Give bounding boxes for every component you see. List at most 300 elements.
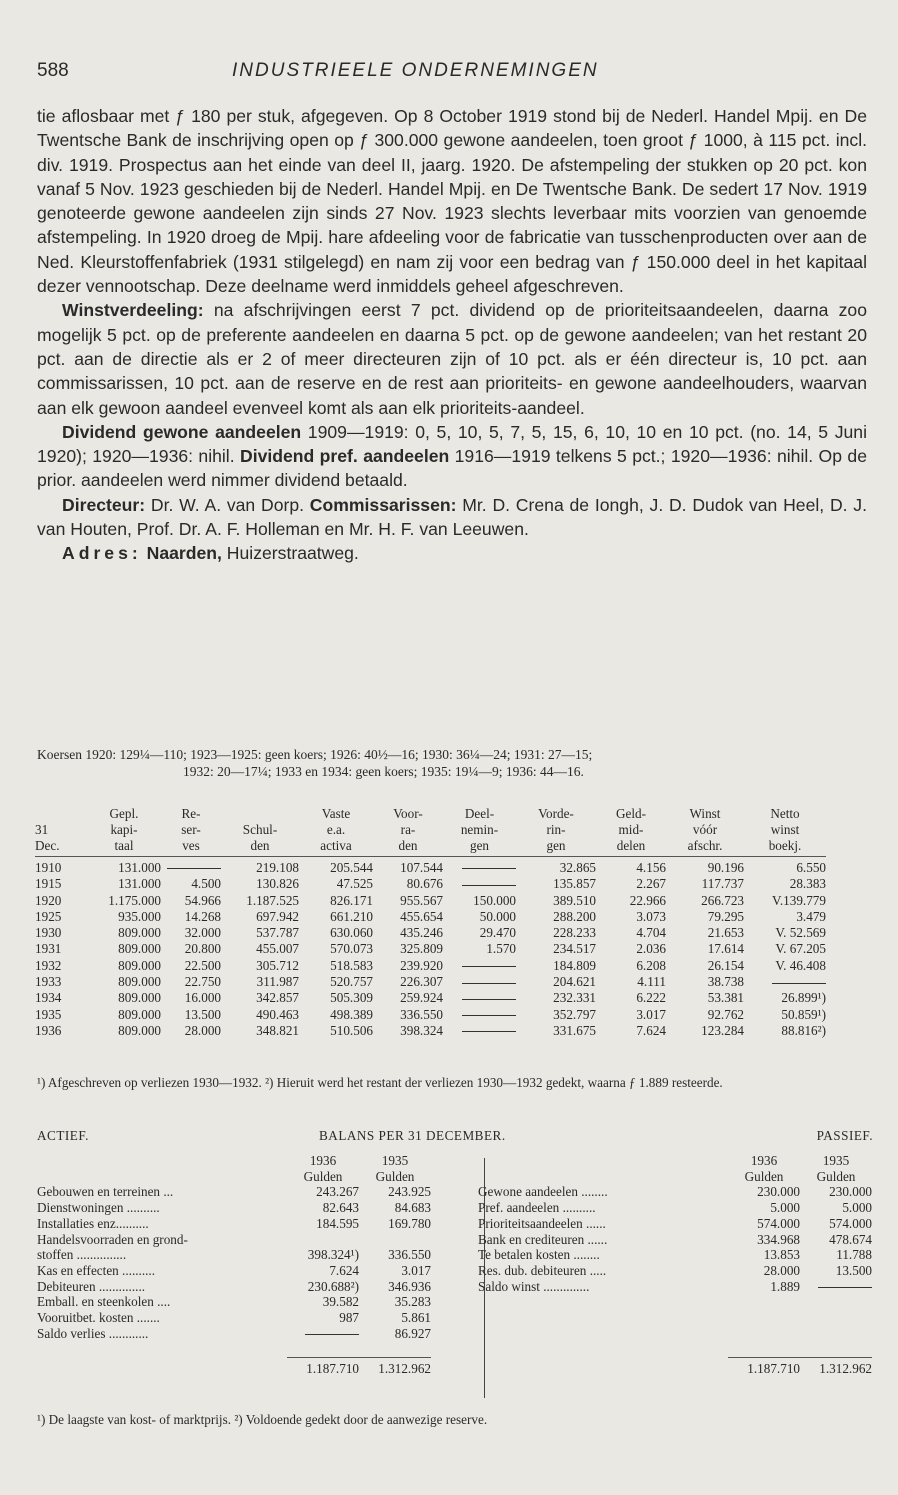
table-cell: 130.826 bbox=[256, 876, 299, 892]
balance-value: 11.788 bbox=[836, 1247, 872, 1263]
header-line: Re- bbox=[181, 806, 201, 821]
table-cell: 28.000 bbox=[184, 1022, 221, 1038]
dash-mark bbox=[462, 885, 516, 886]
balance-title: BALANS PER 31 DECEMBER. bbox=[319, 1128, 506, 1143]
header-line: delen bbox=[616, 838, 646, 853]
paragraph-intro: tie aflosbaar met ƒ 180 per stuk, afgegeven. Op 8 October 1919 stond bij de Nederl. Handel Mpij. en De Twentsche Bank de inschrijving open op ƒ 300.000 gewone aandeelen, toen groot ƒ 1000, à 115 pct. incl. div. 1919. Prospectus aan het einde van deel II, jaarg. 1920. De afstempeling der stukken op 20 pct. kon vanaf 5 Nov. 1923 geschieden bij de Nederl. Handel Mpij. en De Twentsche Bank. De sedert 17 Nov. 1919 genoteerde gewone aandeelen zijn sinds 27 Nov. 1923 slechts leverbaar mits voorzien van genoemde afstempeling. In 1920 droeg de Mpij. hare afdeeling voor de fabricatie van tusschenproducten over aan de Ned. Kleurstoffenfabriek (1931 stilgelegd) en nam zij voor een bedrag van ƒ 150.000 deel in het kapitaal dezer vennootschap. Deze deelname werd inmiddels geheel afgeschreven. bbox=[37, 106, 867, 297]
table-cell: 809.000 bbox=[118, 941, 161, 957]
dash-mark bbox=[772, 983, 826, 984]
table-cell: 90.196 bbox=[707, 860, 744, 875]
table-cell: 348.821 bbox=[256, 1022, 299, 1038]
balance-value: 82.643 bbox=[322, 1200, 359, 1216]
financial-col-header bbox=[373, 806, 443, 857]
balance-label: Res. dub. debiteuren ..... bbox=[478, 1262, 607, 1278]
balance-row bbox=[478, 1200, 872, 1216]
dash-mark bbox=[818, 1287, 872, 1288]
spacer bbox=[478, 1310, 872, 1326]
header-line: vóór bbox=[692, 822, 718, 837]
balance-label: Installaties enz.......... bbox=[37, 1215, 149, 1231]
table-cell: 20.800 bbox=[184, 941, 221, 957]
table-cell: 26.899¹) bbox=[781, 990, 826, 1006]
table-cell: 6.208 bbox=[636, 957, 666, 973]
table-cell: 1920 bbox=[35, 892, 62, 908]
balance-label: Gewone aandeelen ........ bbox=[478, 1184, 608, 1200]
balance-label: stoffen ............... bbox=[37, 1247, 127, 1263]
balance-unit-row bbox=[37, 1169, 431, 1185]
table-row bbox=[35, 876, 826, 892]
table-cell: 239.920 bbox=[400, 957, 443, 973]
table-row bbox=[35, 893, 826, 909]
running-header bbox=[37, 60, 867, 90]
winstverdeeling-label: Winstverdeeling: bbox=[62, 300, 204, 321]
financial-table-header bbox=[35, 806, 826, 857]
balance-year: 1935 bbox=[381, 1153, 409, 1168]
dash-mark bbox=[462, 868, 516, 869]
balance-value bbox=[800, 1279, 872, 1295]
table-row bbox=[35, 974, 826, 990]
header-line: boekj. bbox=[768, 838, 802, 853]
balance-label: Te betalen kosten ........ bbox=[478, 1247, 600, 1263]
header-line: Winst bbox=[689, 806, 721, 821]
table-cell: 809.000 bbox=[118, 1022, 161, 1038]
table-cell: 2.036 bbox=[636, 941, 666, 957]
balance-value: 3.017 bbox=[401, 1262, 431, 1278]
spacer bbox=[37, 1358, 287, 1377]
balance-value: 230.688²) bbox=[307, 1278, 359, 1294]
balance-value: 334.968 bbox=[757, 1231, 800, 1247]
table-cell: 22.750 bbox=[184, 974, 221, 990]
balance-year: 1936 bbox=[309, 1153, 337, 1168]
commissarissen-label: Commissarissen: bbox=[309, 494, 457, 515]
winstverdeeling-text: na afschrijvingen eerst 7 pct. dividend op de prioriteitsaandeelen, daarna zoo mogelijk 5 pct. op de preferente aandeelen en daarna 5 pct. op de gewone aandeelen; van het restant 20 pct. aan de directie als er 2 of meer directeuren zijn of 10 pct. als er één directeur is, 10 pct. aan commissarissen, 10 pct. aan de reserve en de rest aan prioriteits- en gewone aandeelhouders, waarvan aan elk gewoon aandeel evenveel komt als aan elk prioriteits-aandeel. bbox=[37, 300, 867, 418]
koersen-line-1: Koersen 1920: 129¼—110; 1923—1925: geen koers; 1926: 40½—16; 1930: 36¼—24; 1931: 27—15; bbox=[37, 747, 593, 762]
table-cell: 4.156 bbox=[636, 860, 666, 875]
table-cell: 336.550 bbox=[400, 1006, 443, 1022]
balance-total: 1.312.962 bbox=[800, 1358, 872, 1377]
financial-col-header bbox=[744, 806, 826, 857]
header-line: den bbox=[398, 838, 418, 853]
table-cell: 184.809 bbox=[553, 957, 596, 973]
header-line: 31 bbox=[35, 822, 49, 837]
table-cell: 123.284 bbox=[701, 1022, 744, 1038]
balance-value: 346.936 bbox=[388, 1278, 431, 1294]
header-line: Vorde- bbox=[538, 806, 574, 821]
balance-row bbox=[478, 1232, 872, 1248]
balance-unit: Gulden bbox=[303, 1168, 343, 1184]
balance-label: Saldo verlies ............ bbox=[37, 1325, 149, 1341]
table-cell: 205.544 bbox=[330, 860, 373, 875]
table-cell: 3.479 bbox=[796, 908, 826, 924]
spacer-row bbox=[478, 1326, 872, 1342]
balance-row bbox=[478, 1184, 872, 1200]
table-cell: 3.017 bbox=[636, 1006, 666, 1022]
financial-col-header bbox=[666, 806, 744, 857]
dash-mark bbox=[462, 966, 516, 967]
header-line: nemin- bbox=[460, 822, 499, 837]
table-cell: 809.000 bbox=[118, 990, 161, 1006]
balance-value: 184.595 bbox=[316, 1215, 359, 1231]
balance-label: Prioriteitsaandeelen ...... bbox=[478, 1215, 606, 1231]
spacer bbox=[37, 1169, 287, 1185]
table-cell bbox=[443, 974, 516, 990]
table-cell: 3.073 bbox=[636, 908, 666, 924]
table-cell: 498.389 bbox=[330, 1006, 373, 1022]
dash-mark bbox=[462, 983, 516, 984]
table-cell: 32.000 bbox=[184, 925, 221, 941]
table-cell: 232.331 bbox=[553, 990, 596, 1006]
balance-value: 478.674 bbox=[829, 1231, 872, 1247]
table-cell: 204.621 bbox=[553, 974, 596, 990]
balance-row bbox=[37, 1294, 431, 1310]
balance-value: 35.283 bbox=[394, 1294, 431, 1310]
table-cell: 4.500 bbox=[191, 876, 221, 892]
adres-street: Huizerstraatweg. bbox=[221, 543, 359, 564]
table-cell: 955.567 bbox=[400, 892, 443, 908]
table-cell: 1915 bbox=[35, 876, 62, 892]
balance-value: 336.550 bbox=[388, 1247, 431, 1263]
spacer bbox=[37, 1153, 287, 1169]
header-line: mid- bbox=[618, 822, 644, 837]
table-cell: 1933 bbox=[35, 974, 62, 990]
table-cell: 226.307 bbox=[400, 974, 443, 990]
table-row bbox=[35, 990, 826, 1006]
adres-label: Adres: bbox=[62, 543, 142, 564]
balance-row bbox=[37, 1200, 431, 1216]
table-cell: 809.000 bbox=[118, 1006, 161, 1022]
balance-total-row bbox=[37, 1358, 431, 1377]
header-line: Schul- bbox=[242, 822, 278, 837]
balance-value: 987 bbox=[339, 1310, 359, 1326]
table-cell: 80.676 bbox=[406, 876, 443, 892]
table-cell: 219.108 bbox=[256, 860, 299, 875]
table-cell: 510.506 bbox=[330, 1022, 373, 1038]
table-cell: 32.865 bbox=[559, 860, 596, 875]
financial-col-header bbox=[516, 806, 596, 857]
financial-col-header bbox=[87, 806, 161, 857]
table-cell: 288.200 bbox=[553, 908, 596, 924]
financial-col-header bbox=[443, 806, 516, 857]
table-cell: 331.675 bbox=[553, 1022, 596, 1038]
balance-value: 574.000 bbox=[757, 1215, 800, 1231]
table-cell: 131.000 bbox=[118, 860, 161, 875]
header-line: ves bbox=[182, 838, 200, 853]
balance-total: 1.187.710 bbox=[287, 1358, 359, 1377]
table-cell: 228.233 bbox=[553, 925, 596, 941]
table-cell: 28.383 bbox=[789, 876, 826, 892]
header-line: ra- bbox=[400, 822, 416, 837]
table-cell: 570.073 bbox=[330, 941, 373, 957]
balance-unit: Gulden bbox=[375, 1168, 415, 1184]
page-number: 588 bbox=[37, 60, 69, 81]
dividend-gewone-text: 1909—1919: 0, 5, 10, 5, 7, 5, 15, 6, 10, 10 en 10 pct. (no. 14, 5 Juni 1920); 1920—1936: nihil. bbox=[37, 421, 867, 467]
balance-value: 169.780 bbox=[388, 1215, 431, 1231]
dash-mark bbox=[305, 1334, 359, 1335]
commissarissen-text: Mr. D. Crena de Iongh, J. D. Dudok van Heel, D. J. van Houten, Prof. Dr. A. F. Holleman en Mr. H. F. van Leeuwen. bbox=[37, 494, 867, 540]
table-row bbox=[35, 925, 826, 941]
balance-year-row bbox=[478, 1153, 872, 1169]
table-row bbox=[35, 909, 826, 925]
balance-label: Bank en crediteuren ...... bbox=[478, 1231, 608, 1247]
balance-total-row bbox=[478, 1358, 872, 1377]
balance-unit-row bbox=[478, 1169, 872, 1185]
dash-mark bbox=[462, 1015, 516, 1016]
table-cell: V. 46.408 bbox=[775, 957, 826, 973]
table-cell: 352.797 bbox=[553, 1006, 596, 1022]
table-cell: 266.723 bbox=[701, 892, 744, 908]
table-cell: 505.309 bbox=[330, 990, 373, 1006]
table-cell: 809.000 bbox=[118, 957, 161, 973]
header-line: Gepl. bbox=[109, 806, 139, 821]
financial-table-body bbox=[35, 857, 826, 1040]
dash-mark bbox=[167, 868, 221, 869]
balance-row bbox=[37, 1263, 431, 1279]
table-cell: 47.525 bbox=[336, 876, 373, 892]
paragraph-dividend bbox=[37, 420, 867, 493]
table-cell: V. 52.569 bbox=[775, 925, 826, 941]
table-cell: V.139.779 bbox=[772, 892, 826, 908]
table-cell: 305.712 bbox=[256, 957, 299, 973]
table-cell: 88.816²) bbox=[781, 1022, 826, 1038]
table-cell: 1.175.000 bbox=[108, 892, 161, 908]
balance-value: 5.861 bbox=[401, 1310, 431, 1326]
spacer-row bbox=[478, 1294, 872, 1310]
table-cell: 1910 bbox=[35, 860, 62, 875]
balance-label: Emball. en steenkolen .... bbox=[37, 1294, 171, 1310]
body-text bbox=[37, 104, 867, 566]
balance-label: Dienstwoningen .......... bbox=[37, 1200, 160, 1216]
paragraph-winstverdeeling bbox=[37, 298, 867, 419]
table-cell bbox=[443, 958, 516, 974]
balance-value: 398.324¹) bbox=[307, 1247, 359, 1263]
spacer bbox=[478, 1169, 728, 1185]
balance-label: Gebouwen en terreinen ... bbox=[37, 1184, 174, 1200]
table-cell bbox=[161, 857, 221, 877]
actief-side bbox=[37, 1153, 442, 1377]
header-line: rin- bbox=[546, 822, 566, 837]
balance-value: 86.927 bbox=[394, 1325, 431, 1341]
table-cell: 21.653 bbox=[707, 925, 744, 941]
balance-value: 13.500 bbox=[835, 1262, 872, 1278]
table-cell: 54.966 bbox=[184, 892, 221, 908]
spacer bbox=[478, 1341, 872, 1357]
table-cell: 22.966 bbox=[629, 892, 666, 908]
header-line: gen bbox=[546, 838, 566, 853]
balance-year: 1936 bbox=[750, 1153, 778, 1168]
balance-unit: Gulden bbox=[744, 1168, 784, 1184]
balance-row bbox=[37, 1216, 431, 1232]
table-cell bbox=[443, 1023, 516, 1039]
balance-row bbox=[478, 1279, 872, 1295]
table-cell: 38.738 bbox=[707, 974, 744, 990]
table-row bbox=[35, 1007, 826, 1023]
balance-value: 574.000 bbox=[829, 1215, 872, 1231]
table-cell: 342.857 bbox=[256, 990, 299, 1006]
table-cell: 4.704 bbox=[636, 925, 666, 941]
table-cell: 50.859¹) bbox=[781, 1006, 826, 1022]
table-cell: 490.463 bbox=[256, 1006, 299, 1022]
table-cell: 259.924 bbox=[400, 990, 443, 1006]
table-cell: 4.111 bbox=[637, 974, 666, 990]
table-row bbox=[35, 1023, 826, 1039]
balance-row bbox=[478, 1216, 872, 1232]
header-line: Geld- bbox=[615, 806, 647, 821]
actief-table bbox=[37, 1153, 431, 1377]
spacer-row bbox=[478, 1341, 872, 1357]
header-line: afschr. bbox=[687, 838, 723, 853]
spacer-row bbox=[478, 1310, 872, 1326]
balance-value: 1.889 bbox=[770, 1278, 800, 1294]
table-cell: 1930 bbox=[35, 925, 62, 941]
spacer-row bbox=[37, 1341, 431, 1357]
table-cell: 17.614 bbox=[707, 941, 744, 957]
balance-value: 230.000 bbox=[829, 1184, 872, 1200]
table-cell: 435.246 bbox=[400, 925, 443, 941]
table-cell: 311.987 bbox=[256, 974, 299, 990]
table-cell: 398.324 bbox=[400, 1022, 443, 1038]
balance-row bbox=[37, 1279, 431, 1295]
balance-value: 243.267 bbox=[316, 1184, 359, 1200]
table-cell: 518.583 bbox=[330, 957, 373, 973]
passief-side bbox=[478, 1153, 873, 1377]
header-line: den bbox=[250, 838, 270, 853]
financial-col-header bbox=[596, 806, 666, 857]
header-line: taal bbox=[114, 838, 134, 853]
table-cell: 7.624 bbox=[636, 1022, 666, 1038]
table-cell: 1.187.525 bbox=[246, 892, 299, 908]
table-cell: 117.737 bbox=[701, 876, 744, 892]
spacer bbox=[478, 1153, 728, 1169]
table-cell bbox=[443, 857, 516, 877]
balance-label: Vooruitbet. kosten ....... bbox=[37, 1310, 160, 1326]
balance-total: 1.187.710 bbox=[728, 1358, 800, 1377]
spacer bbox=[37, 1341, 431, 1357]
spacer bbox=[478, 1326, 872, 1342]
table-cell: 537.787 bbox=[256, 925, 299, 941]
balance-value: 243.925 bbox=[388, 1184, 431, 1200]
balance-label: Debiteuren .............. bbox=[37, 1278, 146, 1294]
directeur-text: Dr. W. A. van Dorp. bbox=[145, 494, 310, 515]
table-cell: 53.381 bbox=[707, 990, 744, 1006]
table-cell: 26.154 bbox=[707, 957, 744, 973]
table-cell: 661.210 bbox=[330, 908, 373, 924]
balance-value: 39.582 bbox=[322, 1294, 359, 1310]
financial-col-header bbox=[161, 806, 221, 857]
koersen-line-2: 1932: 20—17¼; 1933 en 1934: geen koers; 1935: 19¼—9; 1936: 44—16. bbox=[183, 764, 584, 779]
table-row bbox=[35, 857, 826, 877]
balance-label: Saldo winst .............. bbox=[478, 1278, 590, 1294]
header-line: Vaste bbox=[321, 806, 351, 821]
table-cell: 697.942 bbox=[256, 908, 299, 924]
table-cell: 150.000 bbox=[473, 892, 516, 908]
balance-value: 7.624 bbox=[329, 1262, 359, 1278]
actief-title: ACTIEF. bbox=[37, 1128, 89, 1143]
table-cell: 809.000 bbox=[118, 925, 161, 941]
table-cell bbox=[443, 990, 516, 1006]
balance-label: Kas en effecten .......... bbox=[37, 1262, 156, 1278]
balance-value bbox=[287, 1326, 359, 1342]
table-cell: 234.517 bbox=[553, 941, 596, 957]
balance-year-row bbox=[37, 1153, 431, 1169]
table-cell: 826.171 bbox=[330, 892, 373, 908]
balance-value: 5.000 bbox=[842, 1200, 872, 1216]
table-cell: 455.654 bbox=[400, 908, 443, 924]
header-line: Voor- bbox=[393, 806, 423, 821]
table-cell: 29.470 bbox=[479, 925, 516, 941]
running-title: INDUSTRIEELE ONDERNEMINGEN bbox=[232, 60, 599, 81]
table-cell bbox=[744, 974, 826, 990]
table-cell: 6.550 bbox=[796, 860, 826, 875]
table-cell: 13.500 bbox=[184, 1006, 221, 1022]
table-cell: 107.544 bbox=[400, 860, 443, 875]
table-cell: 79.295 bbox=[707, 908, 744, 924]
balance-label: Handelsvoorraden en grond- bbox=[37, 1231, 188, 1247]
passief-table bbox=[478, 1153, 872, 1377]
balance-row bbox=[37, 1184, 431, 1200]
financial-col-header bbox=[221, 806, 299, 857]
balance-value: 84.683 bbox=[394, 1200, 431, 1216]
table-cell: 6.222 bbox=[636, 990, 666, 1006]
header-line: Netto bbox=[770, 806, 800, 821]
balance-footnote: ¹) De laagste van kost- of marktprijs. ²) Voldoende gedekt door de aanwezige reserve. bbox=[37, 1412, 488, 1427]
balance-row bbox=[478, 1247, 872, 1263]
table-cell: 630.060 bbox=[330, 925, 373, 941]
dividend-pref-text: 1916—1919 telkens 5 pct.; 1920—1936: nihil. Op de prior. aandeelen werd nimmer dividend betaald. bbox=[37, 446, 867, 491]
paragraph-adres bbox=[37, 541, 867, 565]
spacer bbox=[478, 1294, 872, 1310]
balance-row bbox=[37, 1326, 431, 1342]
header-line: winst bbox=[770, 822, 800, 837]
table-cell: 1936 bbox=[35, 1022, 62, 1038]
table-cell: 1.570 bbox=[486, 941, 516, 957]
header-line: kapi- bbox=[110, 822, 138, 837]
balance-value: 5.000 bbox=[770, 1200, 800, 1216]
financial-table-footnote: ¹) Afgeschreven op verliezen 1930—1932. ²) Hieruit werd het restant der verliezen 1930—1932 gedekt, waarna ƒ 1.889 resteerde. bbox=[37, 1075, 723, 1090]
balance-value: 13.853 bbox=[763, 1247, 800, 1263]
table-cell: V. 67.205 bbox=[775, 941, 826, 957]
table-cell: 389.510 bbox=[553, 892, 596, 908]
balance-total: 1.312.962 bbox=[359, 1358, 431, 1377]
directeur-label: Directeur: bbox=[62, 494, 146, 515]
table-cell: 935.000 bbox=[118, 908, 161, 924]
header-line: gen bbox=[469, 838, 490, 853]
balance-unit: Gulden bbox=[816, 1168, 856, 1184]
table-cell: 14.268 bbox=[184, 908, 221, 924]
header-line: Deel- bbox=[464, 806, 495, 821]
table-cell: 22.500 bbox=[184, 957, 221, 973]
header-line: activa bbox=[320, 838, 352, 853]
balance-row bbox=[37, 1310, 431, 1326]
table-cell: 1925 bbox=[35, 908, 62, 924]
table-cell: 809.000 bbox=[118, 974, 161, 990]
balance-value: 28.000 bbox=[763, 1262, 800, 1278]
dividend-gewone-label: Dividend gewone aandeelen bbox=[62, 421, 302, 442]
passief-title: PASSIEF. bbox=[816, 1128, 873, 1143]
paragraph-directie bbox=[37, 493, 867, 542]
financial-table bbox=[35, 806, 826, 1039]
balance-year: 1935 bbox=[822, 1153, 850, 1168]
table-cell: 135.857 bbox=[553, 876, 596, 892]
balance-row bbox=[478, 1263, 872, 1279]
table-cell: 16.000 bbox=[184, 990, 221, 1006]
table-cell: 1934 bbox=[35, 990, 62, 1006]
table-cell bbox=[443, 1007, 516, 1023]
financial-col-header bbox=[299, 806, 373, 857]
adres-city: Naarden, bbox=[146, 543, 222, 564]
table-cell: 520.757 bbox=[330, 974, 373, 990]
balance-value: 230.000 bbox=[757, 1184, 800, 1200]
balance-sheet bbox=[37, 1128, 873, 1377]
balance-value bbox=[359, 1232, 431, 1248]
